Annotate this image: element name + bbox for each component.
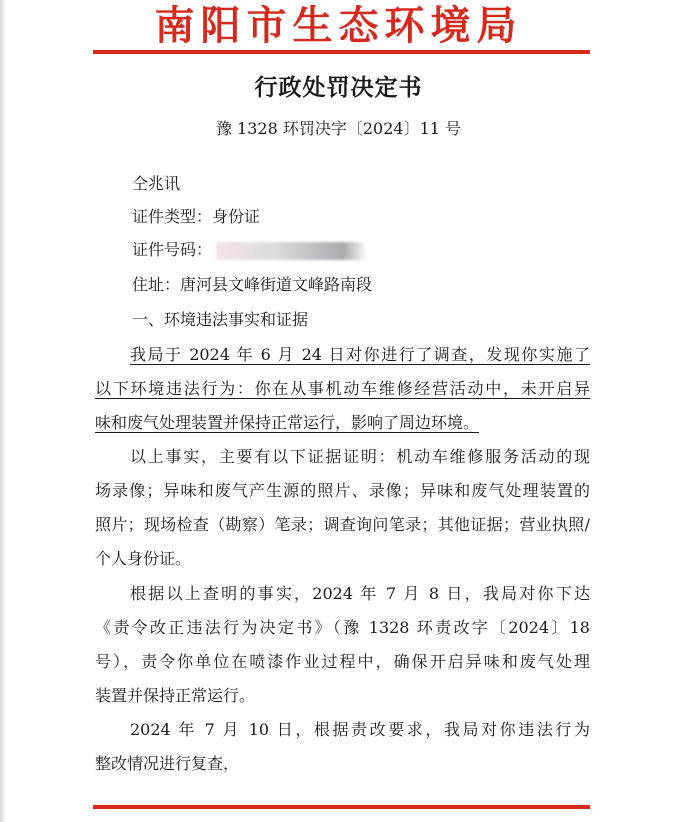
review-line: 2024 年 7 月 10 日，根据责改要求，我局对你违法行为 [130, 720, 590, 739]
document-title: 行政处罚决定书 [254, 74, 423, 101]
evidence-line: 照片；现场检查（勘察）笔录；调查询问笔录；其他证据；营业执照/ [95, 515, 590, 534]
agency-header: 南阳市生态环境局 [154, 2, 523, 49]
document-number: 豫 1328 环罚决字〔2024〕11 号 [215, 119, 462, 138]
id-number-label: 证件号码： [132, 240, 213, 259]
address-line: 住址：唐河县文峰街道文峰路南段 [132, 275, 373, 294]
evidence-line: 以上事实，主要有以下证据证明：机动车维修服务活动的现 [130, 447, 590, 466]
review-line: 整改情况进行复查， [95, 754, 240, 773]
header-red-rule [93, 50, 590, 54]
id-number-line [132, 236, 366, 264]
evidence-paragraph [95, 440, 590, 576]
order-line: 《责令改正违法行为决定书》（豫 1328 环责改字〔2024〕18 [95, 618, 590, 637]
facts-line: 味和废气处理装置并保持正常运行，影响了周边环境。 [95, 413, 480, 432]
facts-line: 我局于 2024 年 6 月 24 日对你进行了调查，发现你实施了 [130, 345, 590, 364]
facts-line: 以下环境违法行为：你在从事机动车维修经营活动中，未开启异 [95, 379, 590, 398]
order-line: 根据以上查明的事实，2024 年 7 月 8 日，我局对你下达 [130, 584, 590, 603]
section-heading: 一、环境违法事实和证据 [132, 310, 309, 329]
id-type-line: 证件类型：身份证 [132, 207, 261, 226]
order-line: 装置并保持正常运行。 [95, 686, 256, 705]
evidence-line: 场录像；异味和废气产生源的照片、录像；异味和废气处理装置的 [95, 481, 590, 500]
party-name: 仝兆讯 [132, 174, 181, 193]
order-paragraph [95, 577, 590, 713]
review-paragraph [95, 713, 590, 781]
footer-red-rule [93, 805, 590, 809]
facts-paragraph [95, 338, 590, 440]
order-line: 号），责令你单位在喷漆作业过程中，确保开启异味和废气处理 [95, 652, 590, 671]
evidence-line: 个人身份证。 [95, 549, 192, 568]
redacted-id-number [216, 242, 366, 260]
